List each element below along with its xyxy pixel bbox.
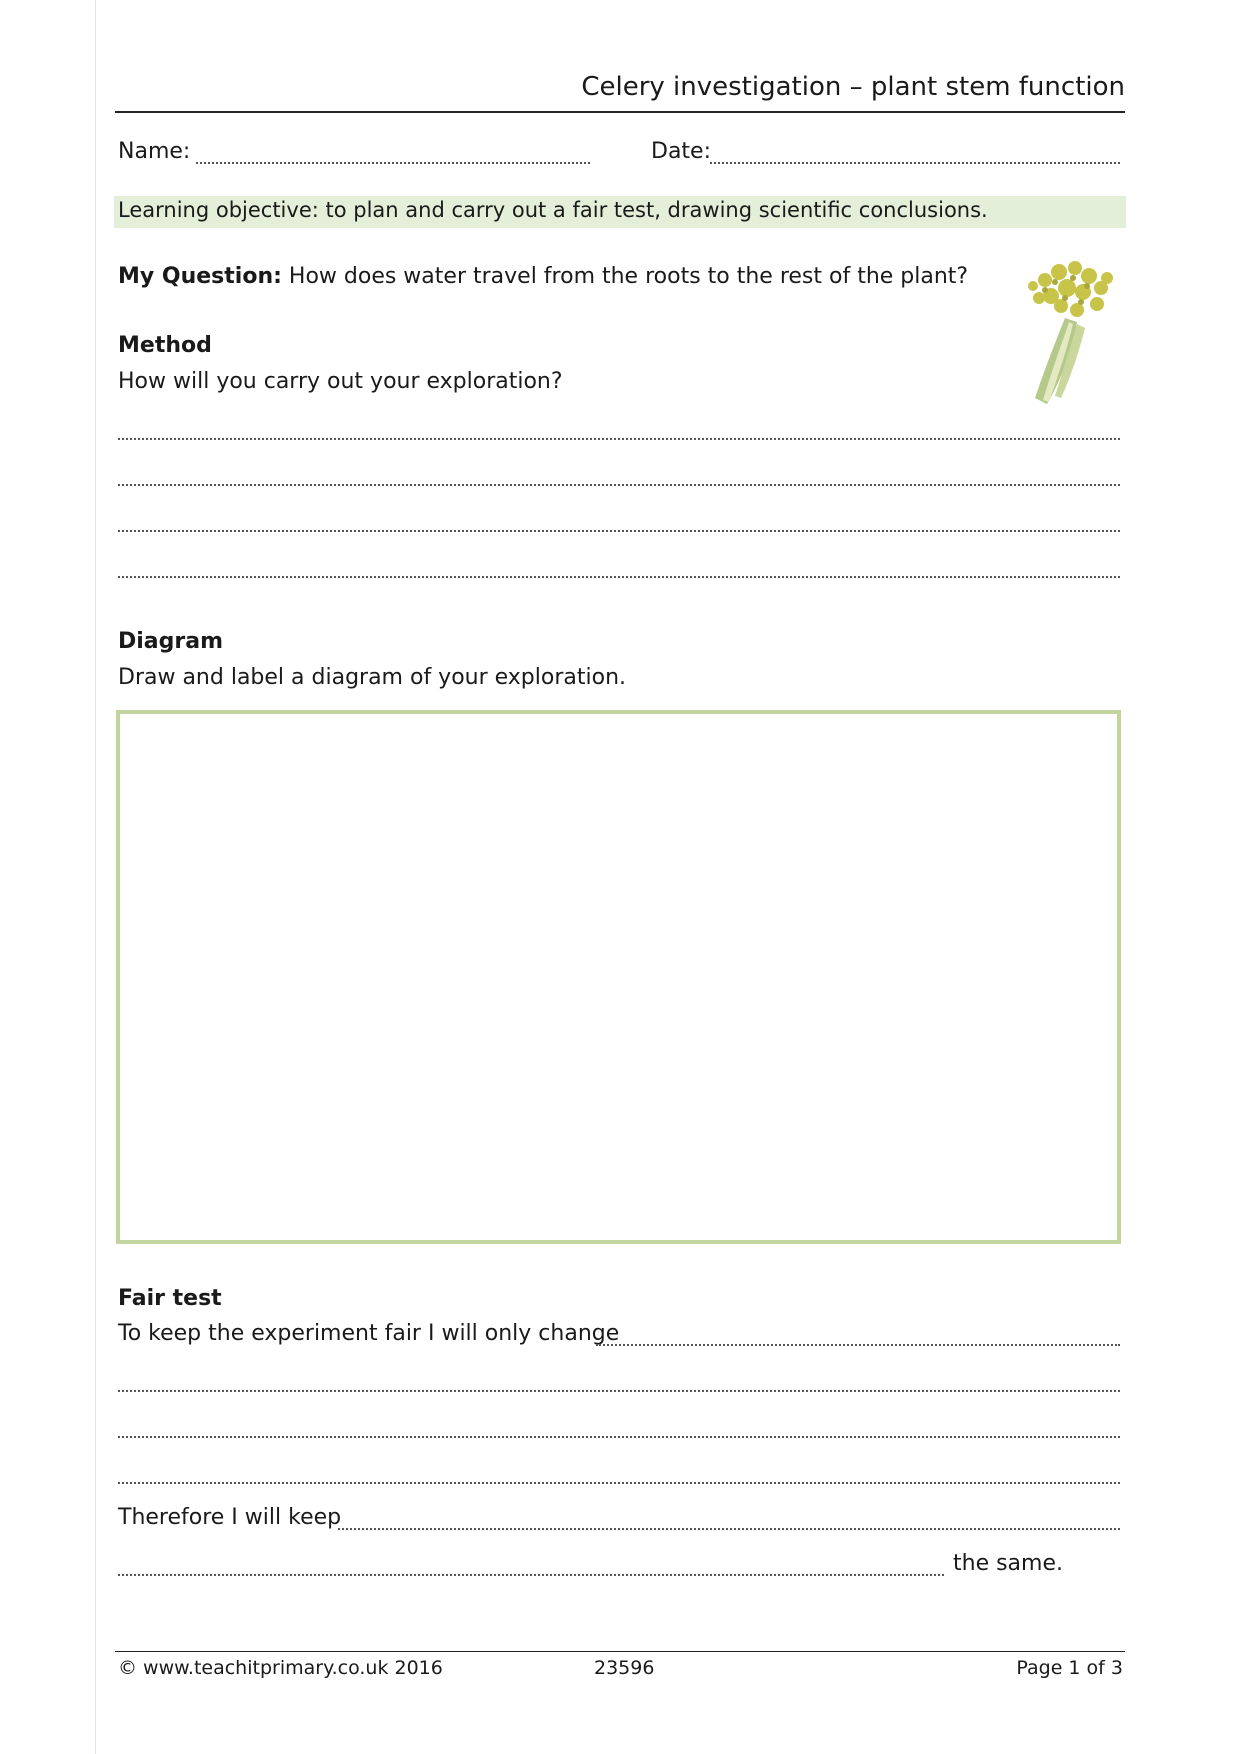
learning-objective	[114, 196, 1126, 228]
footer-page-number: Page 1 of 3	[1016, 1657, 1123, 1679]
diagram-drawing-area[interactable]	[116, 710, 1121, 1244]
diagram-heading: Diagram	[118, 629, 224, 654]
celery-icon	[1015, 258, 1125, 408]
fair-test-line-3[interactable]	[118, 1482, 1120, 1484]
method-line-1[interactable]	[118, 438, 1120, 440]
keep-field-continued[interactable]	[118, 1574, 944, 1576]
page-edge	[95, 0, 96, 1754]
header-rule	[115, 111, 1125, 113]
footer-copyright: © www.teachitprimary.co.uk 2016	[118, 1657, 443, 1679]
method-prompt: How will you carry out your exploration?	[118, 369, 563, 394]
fair-test-change-prompt: To keep the experiment fair I will only change	[118, 1321, 620, 1346]
fair-test-line-1[interactable]	[118, 1390, 1120, 1392]
same-suffix: the same.	[953, 1551, 1063, 1576]
learning-objective-text: Learning objective: to plan and carry out a fair test, drawing scientific conclusions.	[118, 198, 988, 222]
question-line	[118, 264, 968, 289]
keep-field[interactable]	[338, 1528, 1120, 1530]
fair-test-keep-prompt: Therefore I will keep	[118, 1505, 342, 1530]
diagram-prompt: Draw and label a diagram of your exploration.	[118, 665, 627, 690]
fair-test-heading: Fair test	[118, 1286, 222, 1311]
footer-rule	[115, 1651, 1125, 1652]
method-heading: Method	[118, 333, 212, 358]
change-field[interactable]	[596, 1344, 1120, 1346]
question-text: How does water travel from the roots to the rest of the plant?	[288, 264, 969, 289]
name-field[interactable]	[196, 162, 590, 164]
page-title: Celery investigation – plant stem function	[581, 72, 1125, 102]
name-label: Name:	[118, 139, 191, 164]
footer-code: 23596	[594, 1657, 655, 1679]
method-line-3[interactable]	[118, 530, 1120, 532]
method-line-2[interactable]	[118, 484, 1120, 486]
date-field[interactable]	[710, 162, 1120, 164]
question-label: My Question:	[118, 264, 282, 289]
fair-test-line-2[interactable]	[118, 1436, 1120, 1438]
date-label: Date:	[651, 139, 711, 164]
method-line-4[interactable]	[118, 576, 1120, 578]
